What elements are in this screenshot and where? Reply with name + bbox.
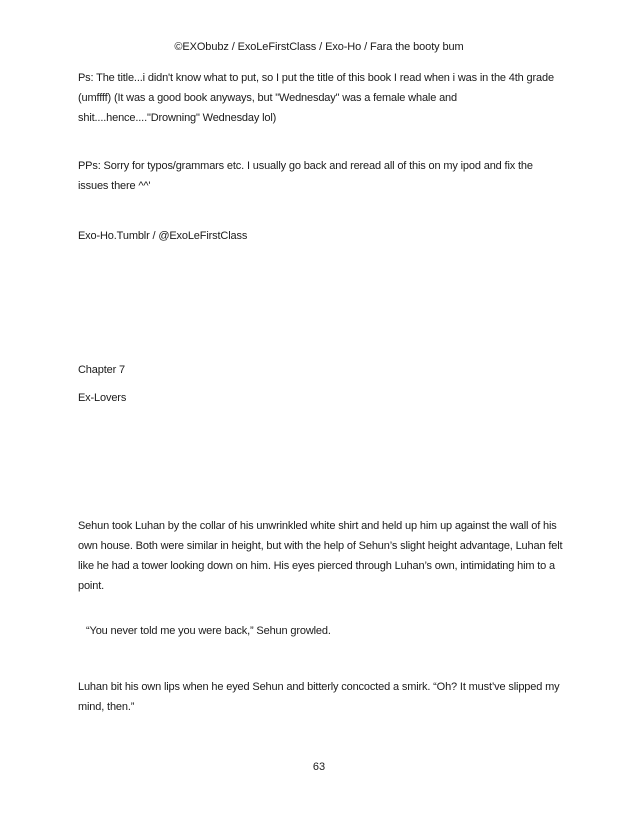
author-note-pps-text: PPs: Sorry for typos/grammars etc. I usually go back and reread all of this on my ipod and fix the issues there ^^' — [78, 160, 533, 192]
author-note-pps — [78, 156, 564, 196]
story-dialogue — [86, 621, 331, 641]
story-paragraph — [78, 516, 564, 596]
story-dialogue-1-text: “You never told me you were back,” Sehun growled. — [86, 625, 331, 637]
story-paragraph-2-text: Luhan bit his own lips when he eyed Sehun and bitterly concocted a smirk. “Oh? It must’ve slipped my mind, then.” — [78, 681, 560, 713]
page-number: 63 — [312, 761, 326, 773]
author-links — [78, 226, 564, 246]
chapter-number — [78, 360, 564, 380]
author-links-text: Exo-Ho.Tumblr / @ExoLeFirstClass — [78, 230, 248, 242]
story-paragraph — [78, 677, 564, 717]
story-paragraph-1-text: Sehun took Luhan by the collar of his unwrinkled white shirt and held up him up against the wall of his own house. Both were similar in height, but with the help of Sehun’s slight height advantage, Luhan felt like he had a tower looking down on him. His eyes pierced through Luhan’s own, intimidating him to a point. — [78, 520, 563, 592]
chapter-title-text: Ex-Lovers — [78, 392, 127, 404]
chapter-number-text: Chapter 7 — [78, 364, 125, 376]
page-header: ©EXObubz / ExoLeFirstClass / Exo-Ho / Fara the booty bum — [174, 41, 464, 53]
author-note-ps-text: Ps: The title...i didn't know what to put, so I put the title of this book I read when i was in the 4th grade (umffff) (It was a good book anyways, but "Wednesday" was a female whale and shit....hence...."Drowning" Wednesday lol) — [78, 72, 554, 124]
author-note-ps — [78, 68, 564, 128]
chapter-title — [78, 388, 564, 408]
